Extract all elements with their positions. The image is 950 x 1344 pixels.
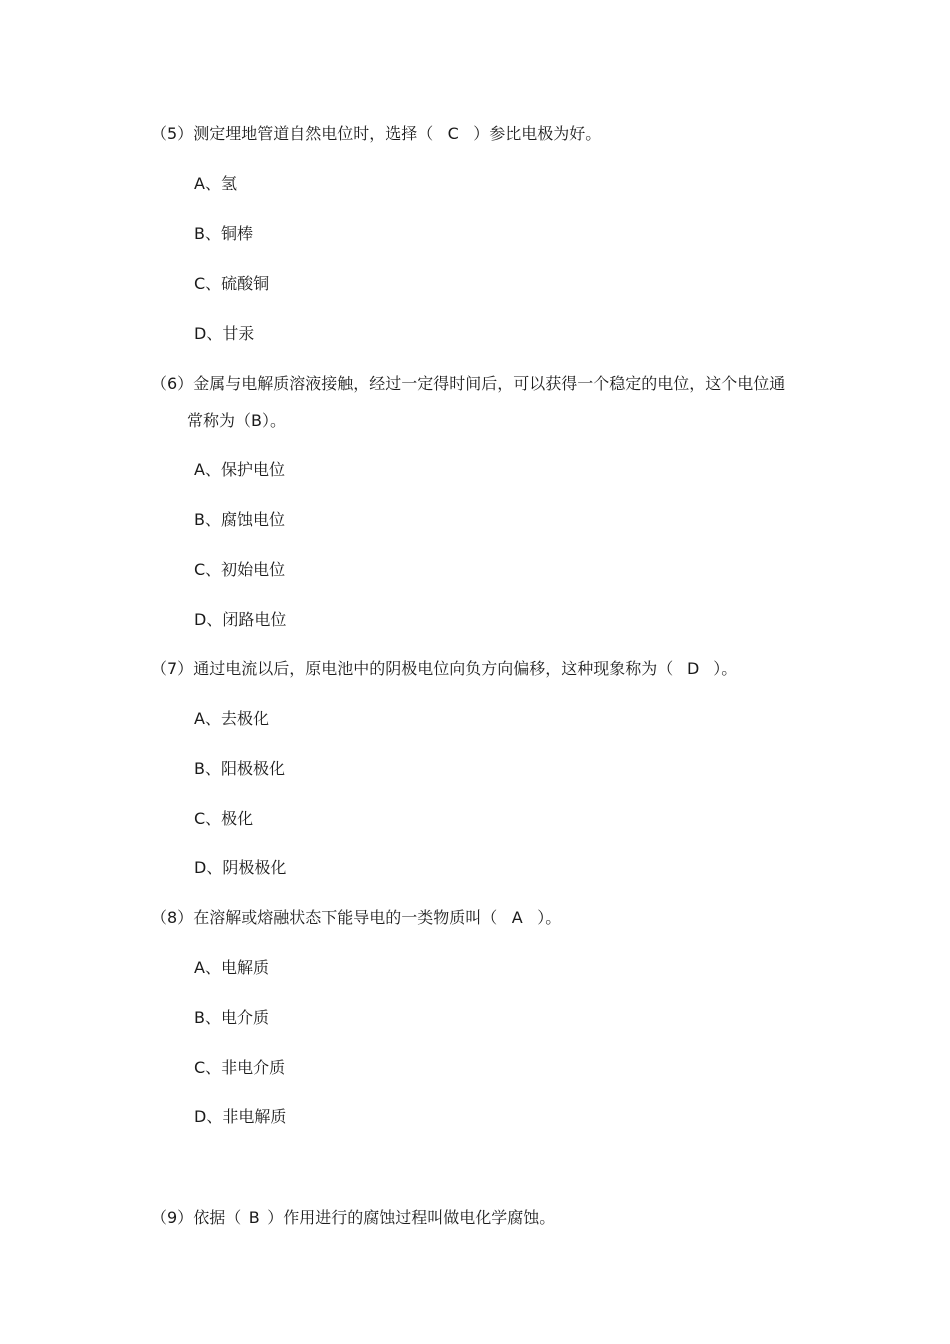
answer-letter: D bbox=[687, 659, 700, 678]
option-c: C、非电介质 bbox=[194, 1058, 286, 1077]
question-text-end: ）。 bbox=[537, 908, 562, 927]
option-b: B、铜棒 bbox=[194, 224, 253, 243]
option-a: A、氢 bbox=[194, 174, 237, 193]
question-text: 测定埋地管道自然电位时，选择（ bbox=[193, 124, 434, 143]
option-a: A、去极化 bbox=[194, 709, 269, 728]
option-c: C、极化 bbox=[194, 809, 254, 828]
answer-letter: B bbox=[248, 1208, 260, 1227]
option-a: A、保护电位 bbox=[194, 460, 285, 479]
question-9 bbox=[151, 1208, 555, 1228]
option-c: C、初始电位 bbox=[194, 560, 286, 579]
question-6 bbox=[151, 374, 785, 394]
question-6-continued bbox=[187, 411, 286, 431]
question-number: （9） bbox=[151, 1208, 194, 1227]
question-number: （5） bbox=[151, 124, 194, 143]
question-8 bbox=[151, 908, 561, 928]
option-d: D、闭路电位 bbox=[194, 610, 287, 629]
option-c: C、硫酸铜 bbox=[194, 274, 270, 293]
question-7 bbox=[151, 659, 737, 679]
question-text: 金属与电解质溶液接触，经过一定得时间后，可以获得一个稳定的电位，这个电位通 bbox=[193, 374, 786, 393]
question-text: 依据（ bbox=[193, 1208, 242, 1227]
answer-letter: C bbox=[447, 124, 459, 143]
option-d: D、非电解质 bbox=[194, 1107, 287, 1126]
question-5 bbox=[151, 124, 601, 144]
option-b: B、阳极极化 bbox=[194, 759, 285, 778]
question-text-end: ）参比电极为好。 bbox=[473, 124, 602, 143]
answer-letter: A bbox=[511, 908, 523, 927]
question-text-end: ）。 bbox=[713, 659, 738, 678]
question-number: （7） bbox=[151, 659, 194, 678]
question-number: （8） bbox=[151, 908, 194, 927]
option-b: B、电介质 bbox=[194, 1008, 269, 1027]
question-text-end: ）作用进行的腐蚀过程叫做电化学腐蚀。 bbox=[267, 1208, 556, 1227]
answer-letter: B bbox=[251, 411, 262, 430]
question-text: 在溶解或熔融状态下能导电的一类物质叫（ bbox=[193, 908, 498, 927]
question-text: 通过电流以后，原电池中的阴极电位向负方向偏移，这种现象称为（ bbox=[193, 659, 674, 678]
option-d: D、甘汞 bbox=[194, 324, 255, 343]
option-d: D、阴极极化 bbox=[194, 858, 287, 877]
option-a: A、电解质 bbox=[194, 958, 269, 977]
question-text-end: ）。 bbox=[262, 411, 287, 430]
option-b: B、腐蚀电位 bbox=[194, 510, 285, 529]
question-number: （6） bbox=[151, 374, 194, 393]
question-text: 常称为（ bbox=[187, 411, 252, 430]
